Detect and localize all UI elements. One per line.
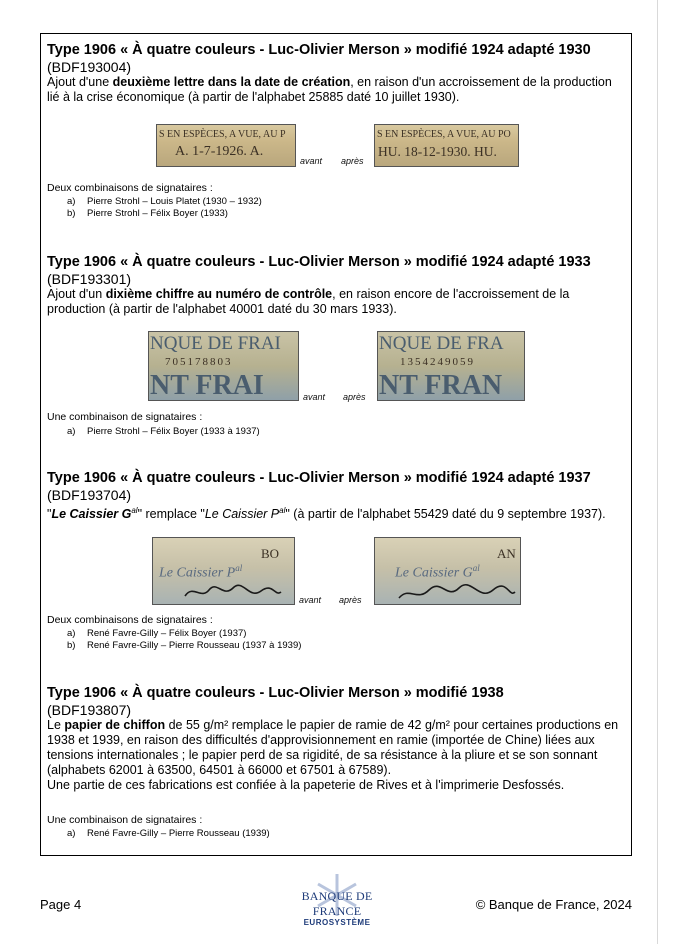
signatories-list: [67, 196, 262, 220]
section-code: (BDF193807): [47, 702, 132, 718]
list-item: a) René Favre-Gilly – Félix Boyer (1937): [67, 628, 247, 639]
section-code: (BDF193301): [47, 271, 132, 287]
section-1933: [47, 254, 627, 317]
banknote-number-before-image: NQUE DE FRAI 705178803 NT FRAI: [148, 331, 299, 401]
section-1930: [47, 42, 627, 105]
banque-de-france-logo: BANQUE DE FRANCE EUROSYSTÈME: [276, 872, 398, 930]
section-description: "Le Caissier $G^{al}$" remplace "Le Caissier $P^{al}$" (à partir de l'alphabet 55429 daté du 9 septembre 1937).: [47, 506, 606, 522]
banknote-date-after-image: S EN ESPÈCES, A VUE, AU PO HU. 18-12-1930. HU.: [374, 124, 519, 167]
label-apres: après: [343, 392, 366, 402]
list-item: a) Pierre Strohl – Félix Boyer (1933 à 1937): [67, 426, 260, 437]
section-1937: [47, 470, 627, 522]
label-apres: après: [341, 156, 364, 166]
section-title: Type 1906 « À quatre couleurs - Luc-Olivier Merson » modifié 1924 adapté 1930: [47, 42, 591, 58]
banknote-date-before-image: S EN ESPÈCES, A VUE, AU P A. 1-7-1926. A.: [156, 124, 296, 167]
section-title: Type 1906 « À quatre couleurs - Luc-Olivier Merson » modifié 1924 adapté 1933: [47, 254, 591, 270]
signatories-intro: Une combinaison de signataires :: [47, 411, 203, 423]
label-apres: après: [339, 595, 362, 605]
section-description: Le papier de chiffon de 55 g/m² remplace le papier de ramie de 42 g/m² pour certaines productions en 1938 et 1939, en raison des difficultés d'approvisionnement en ramie (importée de Chine) liées aux tensions internationales ; le papier perd de sa rigidité, de sa résistance à la pliure et se son sonnant (alphabets 62001 à 63500, 64501 à 66000 et 67501 à 67589).: [47, 718, 619, 777]
section-description-extra: Une partie de ces fabrications est confiée à la papeterie de Rives et à l'imprimerie Desfossés.: [47, 778, 565, 792]
banknote-cashier-before-image: BO Le Caissier $P^{al}$: [152, 537, 295, 605]
section-title: Type 1906 « À quatre couleurs - Luc-Olivier Merson » modifié 1938: [47, 685, 504, 701]
section-description: Ajout d'une deuxième lettre dans la date de création, en raison d'un accroissement de la production lié à la crise économique (à partir de l'alphabet 25885 daté 10 juillet 1930).: [47, 75, 612, 104]
signatories-list: [67, 426, 260, 438]
section-code: (BDF193704): [47, 487, 132, 503]
signatories-intro: Une combinaison de signataires :: [47, 814, 203, 826]
signatories-intro: Deux combinaisons de signataires :: [47, 614, 213, 626]
banknote-number-after-image: NQUE DE FRA 1354249059 NT FRAN: [377, 331, 525, 401]
section-1938: [47, 685, 627, 793]
banknote-cashier-after-image: AN Le Caissier $G^{al}$: [374, 537, 521, 605]
signature-scribble: [183, 582, 283, 602]
list-item: b) Pierre Strohl – Félix Boyer (1933): [67, 208, 228, 219]
copyright: © Banque de France, 2024: [475, 897, 632, 912]
section-description: Ajout d'un dixième chiffre au numéro de contrôle, en raison encore de l'accroissement de la production (à partir de l'alphabet 40001 daté du 30 mars 1933).: [47, 287, 570, 316]
section-title: Type 1906 « À quatre couleurs - Luc-Olivier Merson » modifié 1924 adapté 1937: [47, 470, 591, 486]
label-avant: avant: [303, 392, 326, 402]
signatories-list: [67, 828, 270, 840]
list-item: a) Pierre Strohl – Louis Platet (1930 – 1932): [67, 196, 262, 207]
label-avant: avant: [300, 156, 323, 166]
section-code: (BDF193004): [47, 59, 132, 75]
content-frame: [40, 33, 632, 856]
page-number: Page 4: [40, 897, 82, 912]
signature-scribble: [397, 582, 517, 604]
list-item: a) René Favre-Gilly – Pierre Rousseau (1939): [67, 828, 270, 839]
signatories-intro: Deux combinaisons de signataires :: [47, 182, 213, 194]
signatories-list: [67, 628, 301, 652]
label-avant: avant: [299, 595, 322, 605]
list-item: b) René Favre-Gilly – Pierre Rousseau (1937 à 1939): [67, 640, 302, 651]
